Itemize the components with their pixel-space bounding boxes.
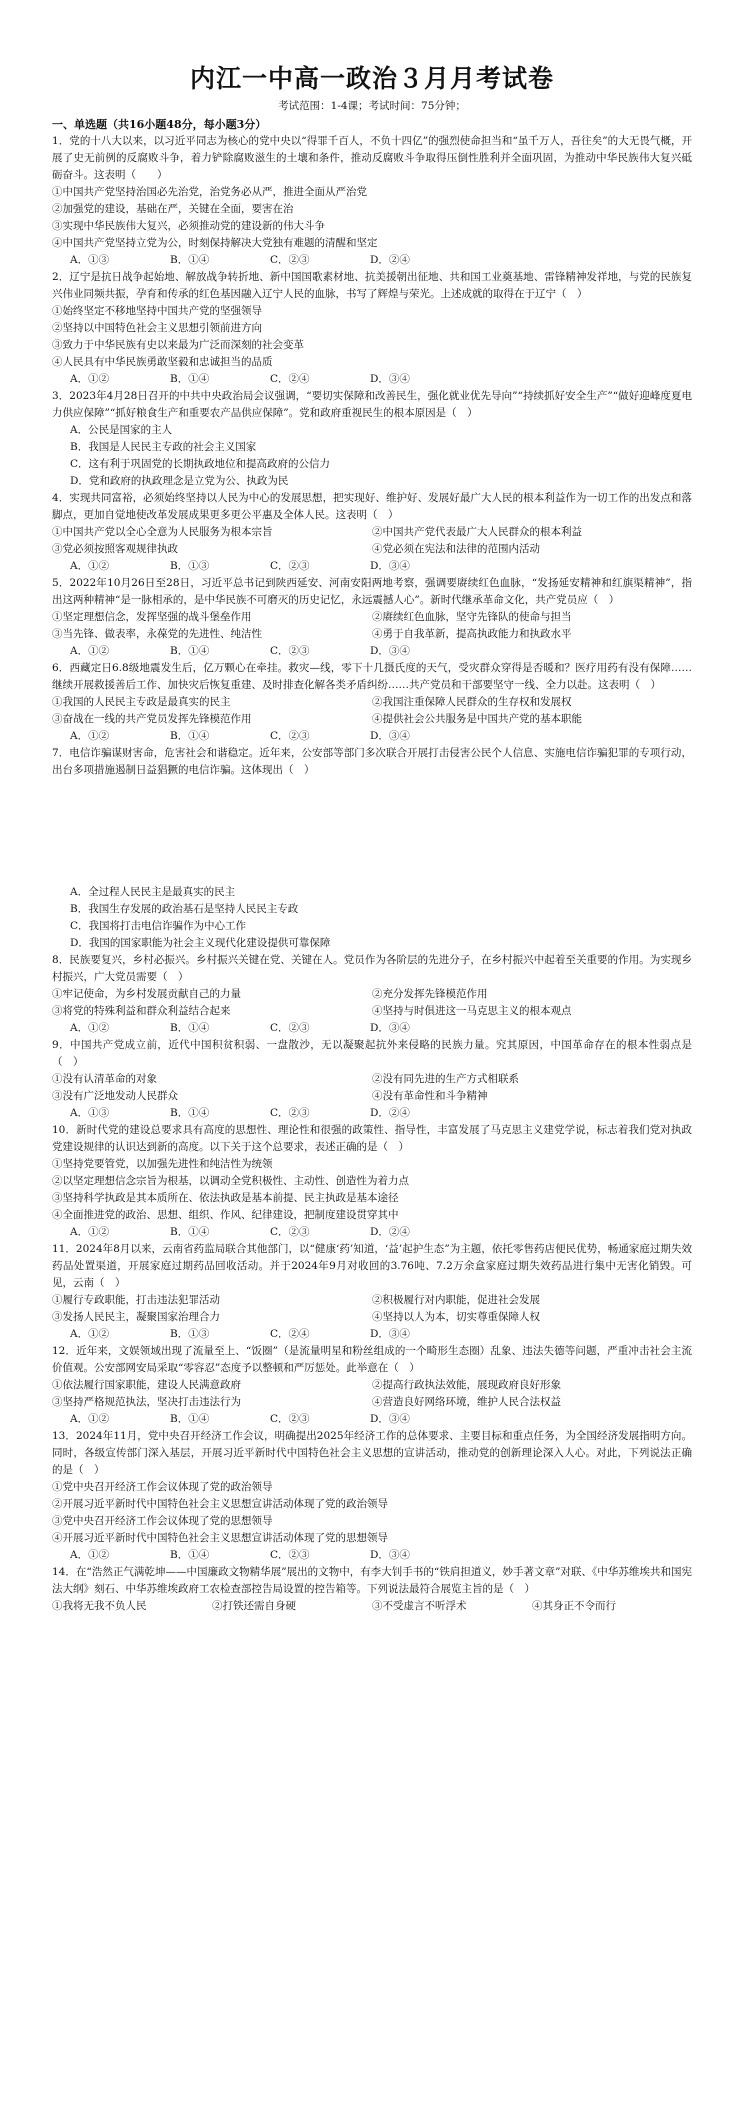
statement-option[interactable]: ②开展习近平新时代中国特色社会主义思想宣讲活动体现了党的政治领导: [52, 1498, 388, 1510]
answer-choices: [52, 1326, 692, 1343]
question: [52, 1564, 692, 1615]
answer-choice[interactable]: D．③④: [370, 645, 410, 657]
answer-choice[interactable]: B．①④: [170, 1022, 210, 1034]
answer-choices: [52, 252, 692, 269]
answer-choice[interactable]: C．②③: [270, 1022, 310, 1034]
question: [52, 490, 692, 575]
statement-option[interactable]: ④开展习近平新时代中国特色社会主义思想宣讲活动体现了党的思想领导: [52, 1532, 388, 1544]
statement-row: [52, 1598, 692, 1615]
answer-choices: [52, 1547, 692, 1564]
question-stem: 13．2024年11月，党中央召开经济工作会议，明确提出2025年经济工作的总体要求、主要目标和重点任务，为全国经济发展指明方向。同时，各级宣传部门深入基层，开展习近平新时代中国特色社会主义思想的宣讲活动，推动党的创新理论深入人心。对此，下列说法正确的是（ ）: [52, 1430, 692, 1476]
statement-option[interactable]: ③发扬人民民主，凝聚国家治理合力: [52, 1311, 220, 1323]
statement-option[interactable]: ④坚持以人为本，切实尊重保障人权: [372, 1311, 540, 1323]
statement-option[interactable]: ①依法履行国家职能，建设人民满意政府: [52, 1379, 241, 1391]
answer-choice[interactable]: A．公民是国家的主人: [70, 424, 173, 436]
statement-option[interactable]: ①始终坚定不移地坚持中国共产党的坚强领导: [52, 305, 262, 317]
question: [52, 133, 692, 269]
statement-option[interactable]: ③坚持科学执政是其本质所在、依法执政是基本前提、民主执政是基本途径: [52, 1192, 399, 1204]
statement-option[interactable]: ②打铁还需自身硬: [212, 1600, 296, 1612]
answer-choice[interactable]: D．③④: [370, 1328, 410, 1340]
statement-option[interactable]: ①我将无我不负人民: [52, 1600, 147, 1612]
answer-choice[interactable]: B．①④: [170, 1107, 210, 1119]
question-stem: 5．2022年10月26日至28日，习近平总书记到陕西延安、河南安阳两地考察，强调要赓续红色血脉，“发扬延安精神和红旗渠精神”，指出这两种精神“是一脉相承的，是中华民族不可磨灭的历史记忆，永远震撼人心”。新时代继承革命文化，共产党员应（ ）: [52, 577, 692, 606]
question-stem: 1．党的十八大以来，以习近平同志为核心的党中央以“得罪千百人，不负十四亿”的强烈使命担当和“虽千万人，吾往矣”的大无畏气概，开展了史无前例的反腐败斗争，着力铲除腐败滋生的土壤和条件，推动反腐败斗争取得压倒性胜利并全面巩固，为推动中华民族伟大复兴砥砺奋斗。这表明（ ）: [52, 135, 692, 181]
statement-option[interactable]: ①坚持党要管党，以加强先进性和纯洁性为统领: [52, 1158, 273, 1170]
answer-choice[interactable]: D．②④: [370, 1226, 410, 1238]
statement-option[interactable]: ④提供社会公共服务是中国共产党的基本职能: [372, 713, 582, 725]
statement-option[interactable]: ④其身正不令而行: [532, 1600, 616, 1612]
answer-choice[interactable]: B．我国生存发展的政治基石是坚持人民民主专政: [70, 903, 299, 915]
answer-choice[interactable]: A．①②: [70, 373, 110, 385]
answer-choices: [52, 1105, 692, 1122]
question: [52, 1037, 692, 1122]
statement-option[interactable]: ③党中央召开经济工作会议体现了党的思想领导: [52, 1515, 273, 1527]
question-stem: 9．中国共产党成立前，近代中国积贫积弱、一盘散沙，无以凝聚起抗外来侵略的民族力量。究其原因，中国革命存在的根本性弱点是（ ）: [52, 1039, 692, 1068]
statement-option[interactable]: ③没有广泛地发动人民群众: [52, 1090, 178, 1102]
statement-option[interactable]: ②提高行政执法效能，展现政府良好形象: [372, 1379, 561, 1391]
statement-option[interactable]: ③不受虚言不听浮术: [372, 1600, 467, 1612]
question: [52, 1122, 692, 1241]
statement-row: [52, 524, 692, 541]
statement-row: [52, 986, 692, 1003]
answer-choice[interactable]: D．③④: [370, 1022, 410, 1034]
answer-choice[interactable]: A．①②: [70, 1549, 110, 1561]
statement-option[interactable]: ①牢记使命，为乡村发展贡献自己的力量: [52, 988, 241, 1000]
statement-option[interactable]: ②加强党的建设，基础在严，关键在全面，要害在治: [52, 203, 294, 215]
exam-page: [52, 62, 692, 1615]
statement-option[interactable]: ①履行专政职能，打击违法犯罪活动: [52, 1294, 220, 1306]
answer-choice[interactable]: B．①④: [170, 1226, 210, 1238]
answer-choice[interactable]: B．①④: [170, 730, 210, 742]
statement-row: [52, 694, 692, 711]
statement-row: [52, 541, 692, 558]
statement-row: [52, 1088, 692, 1105]
question-stem: 2．辽宁是抗日战争起始地、解放战争转折地、新中国国歌素材地、抗美援朝出征地、共和国工业奠基地、雷锋精神发祥地，与党的民族复兴伟业同频共振，孕育和传承的红色基因融入辽宁人民的血脉，书写了辉煌与荣光。上述成就的取得在于辽宁（ ）: [52, 271, 692, 300]
statement-option[interactable]: ①中国共产党以全心全意为人民服务为根本宗旨: [52, 526, 273, 538]
answer-choices: [52, 371, 692, 388]
statement-option[interactable]: ②没有同先进的生产方式相联系: [372, 1073, 519, 1085]
exam-info: 考试范围：1-4课；考试时间：75分钟；: [278, 100, 466, 112]
question: [52, 660, 692, 745]
section-heading: 一、单选题（共16小题48分，每小题3分）: [52, 118, 267, 131]
question-list: [52, 133, 692, 1615]
statement-option[interactable]: ④中国共产党坚持立党为公，时刻保持解决大党独有难题的清醒和坚定: [52, 237, 378, 249]
question-stem: 10．新时代党的建设总要求具有高度的思想性、理论性和很强的政策性、指导性，丰富发展了马克思主义建党学说，标志着我们党对执政党建设规律的认识达到新的高度。以下关于这个总要求，表述正确的是（ ）: [52, 1124, 692, 1153]
statement-option[interactable]: ④没有革命性和斗争精神: [372, 1090, 488, 1102]
answer-choice[interactable]: B．①④: [170, 373, 210, 385]
answer-choice[interactable]: C．②③: [270, 730, 310, 742]
answer-choice[interactable]: B．①④: [170, 1413, 210, 1425]
answer-choice[interactable]: C．②③: [270, 254, 310, 266]
answer-choices: [52, 558, 692, 575]
statement-option[interactable]: ②赓续红色血脉，坚守先锋队的使命与担当: [372, 611, 572, 623]
answer-choice[interactable]: A．①③: [70, 1107, 110, 1119]
question-stem: 3．2023年4月28日召开的中共中央政治局会议强调，“要切实保障和改善民生，强化就业优先导向”“持续抓好安全生产”“做好迎峰度夏电力供应保障”“抓好粮食生产和重要农产品供应保障”。党和政府重视民生的根本原因是（ ）: [52, 390, 692, 419]
statement-option[interactable]: ④全面推进党的政治、思想、组织、作风、纪律建设，把制度建设贯穿其中: [52, 1209, 399, 1221]
answer-choice[interactable]: B．①③: [170, 560, 210, 572]
question: [52, 952, 692, 1037]
answer-choice[interactable]: A．①②: [70, 730, 110, 742]
answer-choice[interactable]: A．①②: [70, 1226, 110, 1238]
answer-choice[interactable]: A．①②: [70, 1022, 110, 1034]
statement-row: [52, 609, 692, 626]
statement-option[interactable]: ③党必须按照客观规律执政: [52, 543, 178, 555]
answer-choice[interactable]: B．我国是人民民主专政的社会主义国家: [70, 441, 257, 453]
answer-choice[interactable]: A．①②: [70, 560, 110, 572]
answer-choice[interactable]: C．②③: [270, 1549, 310, 1561]
question: [52, 745, 692, 952]
answer-choice[interactable]: C．②③: [270, 645, 310, 657]
answer-choice[interactable]: D．③④: [370, 730, 410, 742]
answer-choice[interactable]: B．①④: [170, 645, 210, 657]
answer-choice[interactable]: C．②④: [270, 1328, 310, 1340]
answer-choice[interactable]: D．③④: [370, 560, 410, 572]
statement-option[interactable]: ③将党的特殊利益和群众利益结合起来: [52, 1005, 231, 1017]
statement-option[interactable]: ③致力于中华民族有史以来最为广泛而深刻的社会变革: [52, 339, 304, 351]
question: [52, 269, 692, 388]
answer-choice[interactable]: D．③④: [370, 373, 410, 385]
question-stem: 4．实现共同富裕，必须始终坚持以人民为中心的发展思想，把实现好、维护好、发展好最广大人民的根本利益作为一切工作的出发点和落脚点，更加自觉地使改革发展成果更多更公平惠及全体人民。这表明（ ）: [52, 492, 692, 521]
answer-choice[interactable]: A．全过程人民民主是最真实的民主: [70, 886, 236, 898]
statement-option[interactable]: ③坚持严格规范执法，坚决打击违法行为: [52, 1396, 241, 1408]
answer-choice[interactable]: D．②④: [370, 254, 410, 266]
answer-choice[interactable]: B．①④: [170, 1549, 210, 1561]
answer-choice[interactable]: A．①②: [70, 645, 110, 657]
answer-choice[interactable]: D．党和政府的执政理念是立党为公、执政为民: [70, 475, 289, 487]
statement-option[interactable]: ②中国共产党代表最广大人民群众的根本利益: [372, 526, 582, 538]
answer-choices: [52, 1020, 692, 1037]
page-title: 内江一中高一政治３月月考试卷: [189, 64, 554, 93]
question: [52, 1428, 692, 1564]
answer-choices: [52, 643, 692, 660]
statement-option[interactable]: ①坚定理想信念，发挥坚强的战斗堡垒作用: [52, 611, 252, 623]
statement-option[interactable]: ③当先锋、做表率，永葆党的先进性、纯洁性: [52, 628, 262, 640]
statement-row: [52, 626, 692, 643]
answer-choices: [52, 1411, 692, 1428]
answer-choices: [52, 1224, 692, 1241]
question: [52, 575, 692, 660]
question-stem: 6．西藏定日6.8级地震发生后，亿万颗心在牵挂。救灾—线，零下十几摄氏度的天气，受灾群众穿得是否暖和？医疗用药有没有保障……继续开展救援善后工作、加快灾后恢复重建、及时排查化解各类矛盾纠纷……共产党员和干部要坚守一线、全力以赴。这表明（ ）: [52, 662, 692, 691]
statement-option[interactable]: ④党必须在宪法和法律的范围内活动: [372, 543, 540, 555]
answer-choice[interactable]: C．②④: [270, 373, 310, 385]
statement-row: [52, 711, 692, 728]
answer-choice[interactable]: A．①③: [70, 254, 110, 266]
question: [52, 1343, 692, 1428]
statement-option[interactable]: ②我国注重保障人民群众的生存权和发展权: [372, 696, 572, 708]
answer-choice[interactable]: C．②③: [270, 1413, 310, 1425]
question-stem: 8．民族要复兴，乡村必振兴。乡村振兴关键在党、关键在人。党员作为各阶层的先进分子，在乡村振兴中起着至关重要的作用。为实现乡村振兴，广大党员需要（ ）: [52, 954, 692, 983]
question-stem: 11．2024年8月以来，云南省药监局联合其他部门，以“健康‘药’知道，‘益’起护生态”为主题，依托零售药店便民优势，畅通家庭过期失效药品处置渠道，开展家庭过期药品回收活动。并于2024年9月对收回的3.76吨、7.2万余盒家庭过期失效药品进行集中无害化销毁。可见，云南（ ）: [52, 1243, 692, 1289]
answer-choice[interactable]: C．②③: [270, 1226, 310, 1238]
statement-option[interactable]: ④人民具有中华民族勇敢坚毅和忠诚担当的品质: [52, 356, 273, 368]
blank-space: [52, 779, 692, 884]
statement-option[interactable]: ①没有认清革命的对象: [52, 1073, 157, 1085]
statement-option[interactable]: ①我国的人民民主专政是最真实的民主: [52, 696, 231, 708]
statement-option[interactable]: ②积极履行对内职能，促进社会发展: [372, 1294, 540, 1306]
answer-choice[interactable]: D．②④: [370, 1107, 410, 1119]
answer-choices: [52, 728, 692, 745]
statement-option[interactable]: ④营造良好网络环境，维护人民合法权益: [372, 1396, 561, 1408]
answer-choice[interactable]: D．③④: [370, 1549, 410, 1561]
statement-option[interactable]: ③实现中华民族伟大复兴，必须推动党的建设新的伟大斗争: [52, 220, 325, 232]
statement-option[interactable]: ①党中央召开经济工作会议体现了党的政治领导: [52, 1481, 273, 1493]
statement-option[interactable]: ③奋战在一线的共产党员发挥先锋模范作用: [52, 713, 252, 725]
statement-row: [52, 1394, 692, 1411]
answer-choice[interactable]: A．①②: [70, 1413, 110, 1425]
statement-row: [52, 1292, 692, 1309]
answer-choice[interactable]: C．②③: [270, 1107, 310, 1119]
statement-option[interactable]: ②以坚定理想信念宗旨为根基，以调动全党积极性、主动性、创造性为着力点: [52, 1175, 409, 1187]
answer-choice[interactable]: A．①②: [70, 1328, 110, 1340]
statement-option[interactable]: ④坚持与时俱进这一马克思主义的根本观点: [372, 1005, 572, 1017]
answer-choice[interactable]: C．这有利于巩固党的长期执政地位和提高政府的公信力: [70, 458, 331, 470]
answer-choice[interactable]: B．①④: [170, 254, 210, 266]
statement-row: [52, 1377, 692, 1394]
question-stem: 12．近年来，文娱领域出现了流量至上、“饭圈”（是流量明星和粉丝组成的一个畸形生态圈）乱象、违法失德等问题，严重冲击社会主流价值观。公安部网安局采取“零容忍”态度予以整顿和严厉惩处。此举意在（ ）: [52, 1345, 692, 1374]
statement-option[interactable]: ②坚持以中国特色社会主义思想引领前进方向: [52, 322, 262, 334]
question-stem: 14．在“浩然正气满乾坤——中国廉政文物精华展”展出的文物中，有李大钊手书的“铁肩担道义，妙手著文章”对联、《中华苏维埃共和国宪法大纲》刻石、中华苏维埃政府工农检查部控告局设置的控告箱等。下列说法最符合展览主旨的是（ ）: [52, 1566, 692, 1595]
question: [52, 1241, 692, 1343]
statement-row: [52, 1071, 692, 1088]
question-stem: 7．电信诈骗谋财害命，危害社会和谐稳定。近年来，公安部等部门多次联合开展打击侵害公民个人信息、实施电信诈骗犯罪的专项行动，出台多项措施遏制日益猖獗的电信诈骗。这体现出（ ）: [52, 747, 692, 776]
statement-row: [52, 1309, 692, 1326]
answer-choice[interactable]: C．②③: [270, 560, 310, 572]
statement-row: [52, 1003, 692, 1020]
statement-option[interactable]: ④勇于自我革新，提高执政能力和执政水平: [372, 628, 572, 640]
answer-choice[interactable]: C．我国将打击电信诈骗作为中心工作: [70, 920, 247, 932]
answer-choice[interactable]: B．①③: [170, 1328, 210, 1340]
question: [52, 388, 692, 490]
statement-option[interactable]: ①中国共产党坚持治国必先治党，治党务必从严，推进全面从严治党: [52, 186, 367, 198]
answer-choice[interactable]: D．我国的国家职能为社会主义现代化建设提供可靠保障: [70, 937, 331, 949]
statement-option[interactable]: ②充分发挥先锋模范作用: [372, 988, 488, 1000]
answer-choice[interactable]: D．③④: [370, 1413, 410, 1425]
